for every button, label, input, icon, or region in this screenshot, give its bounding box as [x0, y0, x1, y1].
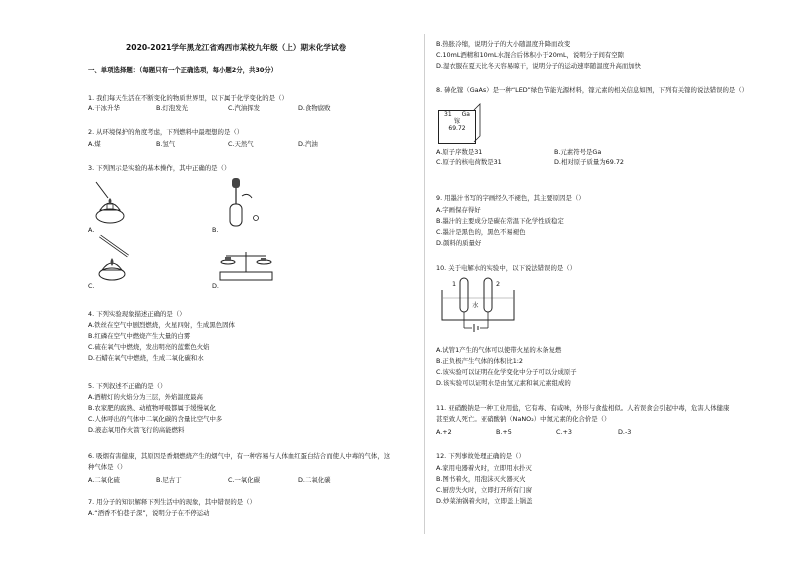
q2-option-c: C.天然气: [228, 140, 254, 148]
q9-option-c: C.墨汁是黑色的，黑色不易褪色: [436, 228, 526, 236]
q6-option-b: B.尼古丁: [156, 476, 182, 484]
column-divider: [424, 34, 425, 534]
q10-option-a: A.试管1产生的气体可以使带火星的木条复燃: [436, 346, 562, 354]
q1-option-b: B.灯泡发光: [156, 104, 188, 112]
q4-option-a: A.铁丝在空气中剧烈燃烧，火星四射，生成黑色固体: [88, 321, 235, 329]
q8-option-d: D.相对原子质量为69.72: [554, 158, 624, 166]
q7-option-b: B.热胀冷缩，说明分子的大小随温度升降而改变: [436, 40, 571, 48]
q2-option-d: D.汽油: [298, 140, 318, 148]
q9-option-a: A.字画保存得好: [436, 206, 481, 214]
q3-stem: 3. 下列图示是实验的基本操作，其中正确的是（）: [88, 164, 231, 172]
heating-tube-figure-c: [92, 232, 136, 282]
q9-stem: 9. 用墨汁书写的字画经久不褪色，其主要原因是（）: [436, 194, 585, 202]
q7-option-d: D.湿衣服在夏天比冬天容易晾干，说明分子的运动速率随温度升高而加快: [436, 62, 642, 70]
water-label: 水: [472, 301, 479, 309]
q11-option-d: D.-3: [618, 428, 632, 436]
q12-option-b: B.图书着火，用泡沫灭火器灭火: [436, 475, 526, 483]
q6-option-d: D.二氧化碳: [298, 476, 331, 484]
q3-label-c: C.: [88, 282, 95, 290]
q1-stem: 1. 我们每天生活在不断变化的物质世界里，以下属于化学变化的是（）: [88, 94, 288, 102]
q1-option-c: C.汽油挥发: [228, 104, 261, 112]
q4-option-b: B.红磷在空气中燃烧产生大量的白雾: [88, 332, 191, 340]
q7-option-c: C.10mL酒精和10mL水混合后体积小于20mL，说明分子间有空隙: [436, 51, 625, 59]
paper-title: 2020-2021学年黑龙江省鸡西市某校九年级（上）期末化学试卷: [126, 43, 347, 52]
dropper-figure-b: [218, 178, 258, 230]
q5-option-b: B.农家肥的腐熟、动植物呼吸都属于缓慢氧化: [88, 404, 216, 412]
tile-element-name: 镓: [453, 118, 460, 125]
tile-atomic-mass: 69.72: [448, 125, 466, 132]
q11-option-a: A.+2: [436, 428, 452, 436]
q2-option-a: A.煤: [88, 140, 101, 148]
q10-option-b: B.正负极产生气体的体积比1:2: [436, 357, 523, 365]
q11-stem: 11. 亚硝酸钠是一种工业用盐，它有毒、有咸味，外形与食盐相似。人若误食会引起中毒，危害人体健康: [436, 404, 730, 412]
q5-option-d: D.液态氧用作火箭飞行的高能燃料: [88, 426, 185, 434]
q5-stem: 5. 下列叙述不正确的是（）: [88, 382, 167, 390]
q5-option-c: C.人体呼出的气体中二氧化碳的含量比空气中多: [88, 415, 223, 423]
tube-1-label: 1: [452, 280, 457, 288]
q12-option-c: C.厨房失火时，立即打开所有门窗: [436, 486, 532, 494]
q2-option-b: B.氢气: [156, 140, 176, 148]
q9-option-b: B.墨汁的主要成分是碳在常温下化学性质稳定: [436, 217, 564, 225]
q1-option-d: D.食物腐败: [298, 104, 331, 112]
section-heading: 一、单项选择题：（每题只有一个正确选项，每小题2分，共30分）: [88, 66, 278, 74]
tube-2-label: 2: [496, 280, 501, 288]
balance-figure-d: [216, 248, 276, 284]
q11-option-c: C.+3: [556, 428, 572, 436]
q6-option-a: A.二氧化硫: [88, 476, 120, 484]
q2-stem: 2. 从环境保护的角度考虑，下列燃料中最理想的是（）: [88, 128, 244, 136]
gallium-element-tile: [438, 110, 476, 144]
q10-option-d: D.该实验可以证明水是由氢元素和氧元素组成的: [436, 379, 571, 387]
tile-symbol: Ga: [461, 111, 470, 118]
q11-stem-cont: 甚至致人死亡。亚硝酸钠（NaNO₂）中氮元素的化合价是（）: [436, 415, 611, 423]
q3-label-d: D.: [212, 282, 219, 290]
q6-stem: 6. 吸烟有害健康，其原因是香烟燃烧产生的烟气中，有一种容易与人体血红蛋白结合而使人中毒的气体，这: [88, 452, 391, 460]
q4-option-d: D.石蜡在氧气中燃烧，生成二氧化碳和水: [88, 354, 204, 362]
q3-label-a: A.: [88, 226, 95, 234]
q8-option-c: C.原子的核电荷数是31: [436, 158, 502, 166]
q6-option-c: C.一氧化碳: [228, 476, 261, 484]
q11-option-b: B.+5: [496, 428, 512, 436]
q8-option-a: A.原子序数是31: [436, 148, 483, 156]
q4-option-c: C.硫在氧气中燃烧，发出明亮的蓝紫色火焰: [88, 343, 210, 351]
q12-option-d: D.炒菜油锅着火时，立即盖上锅盖: [436, 497, 533, 505]
q3-label-b: B.: [212, 226, 219, 234]
q5-option-a: A.酒精灯的火焰分为三层，外焰温度最高: [88, 393, 203, 401]
q6-stem-cont: 种气体是（）: [88, 463, 127, 471]
q9-option-d: D.颜料的质量好: [436, 239, 482, 247]
q1-option-a: A.干冰升华: [88, 104, 120, 112]
tile-atomic-number: 31: [444, 111, 452, 118]
q8-stem: 8. 砷化镓（GaAs）是一种“LED”绿色节能光源材料，镓元素的相关信息如图，下列有关镓的说法错误的是（）: [436, 86, 749, 94]
q8-option-b: B.元素符号是Ga: [554, 148, 602, 156]
alcohol-lamp-figure-a: [90, 180, 130, 228]
q10-stem: 10. 关于电解水的实验中，以下说法错误的是（）: [436, 264, 577, 272]
q10-option-c: C.该实验可以证明在化学变化中分子可以分成原子: [436, 368, 577, 376]
q7-stem: 7. 用分子的知识解释下列生活中的现象，其中错误的是（）: [88, 498, 256, 506]
q12-stem: 12. 下列事故处理正确的是（）: [436, 452, 525, 460]
tile-3d-edge: [474, 104, 482, 142]
q7-option-a: A.“酒香不怕巷子深”，说明分子在不停运动: [88, 509, 210, 517]
q4-stem: 4. 下列实验现象描述正确的是（）: [88, 310, 186, 318]
q12-option-a: A.家用电器着火时，立即用水扑灭: [436, 464, 532, 472]
